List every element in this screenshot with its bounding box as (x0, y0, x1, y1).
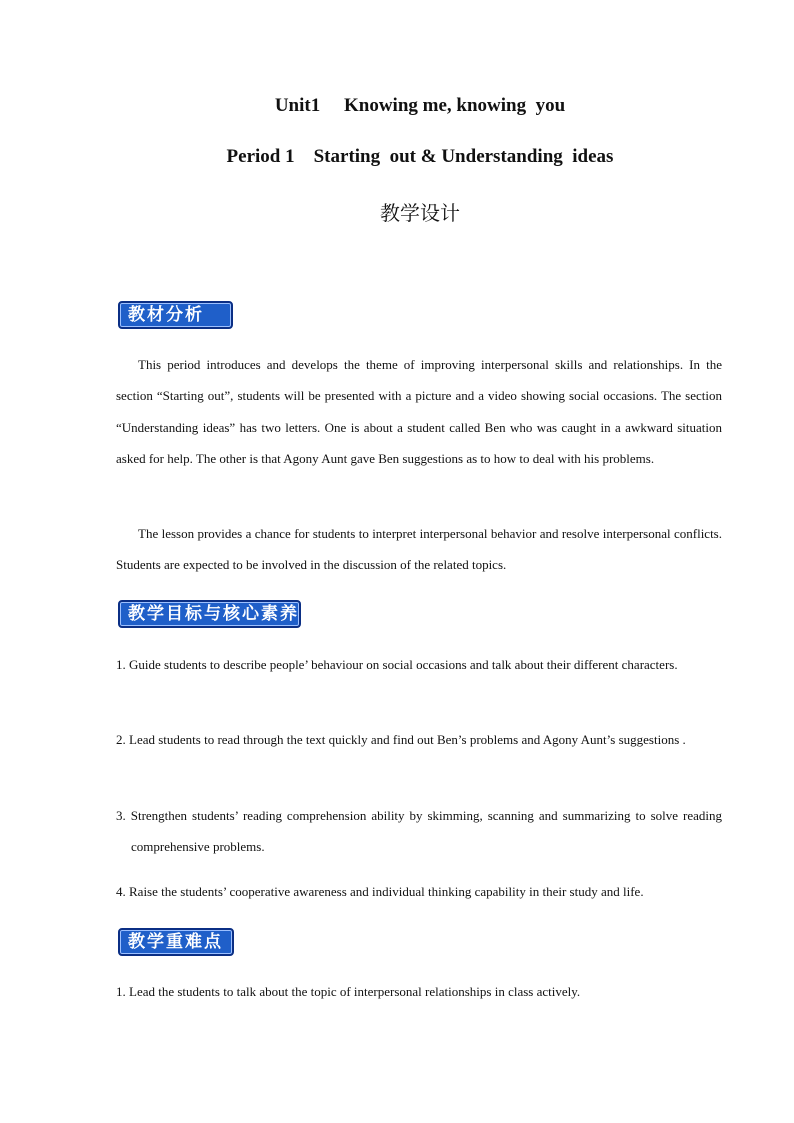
section-heading-key-points: 教学重难点 (118, 928, 234, 956)
analysis-paragraph: The lesson provides a chance for students to interpret interpersonal behavior and resolve interpersonal conflicts. Students are expected to be involved in the discussion of the related topics. (116, 526, 722, 573)
key-point-item: 1. Lead the students to talk about the topic of interpersonal relationships in class actively. (116, 984, 581, 999)
objective-item: 4. Raise the students’ cooperative awareness and individual thinking capability in their study and life. (116, 884, 644, 899)
objective-item: 3. Strengthen students’ reading comprehension ability by skimming, scanning and summarizing to solve reading comprehensive problems. (116, 808, 722, 855)
objective-item: 1. Guide students to describe people’ behaviour on social occasions and talk about their different characters. (116, 657, 678, 672)
section-heading-objectives: 教学目标与核心素养 (118, 600, 301, 628)
unit-title: Unit1 Knowing me, knowing you (274, 95, 566, 116)
period-title: Period 1 Starting out & Understanding ideas (226, 146, 614, 167)
document-type-title: 教学设计 (380, 201, 460, 225)
analysis-paragraph: This period introduces and develops the theme of improving interpersonal skills and relationships. In the section “Starting out”, students will be presented with a picture and a video showing social occasions. The section “Understanding ideas” has two letters. One is about a student called Ben who was caught in a awkward situation asked for help. The other is that Agony Aunt gave Ben suggestions as to how to deal with his problems. (116, 357, 722, 466)
section-heading-analysis: 教材分析 (118, 301, 233, 329)
objective-item: 2. Lead students to read through the text quickly and find out Ben’s problems and Agony Aunt’s suggestions . (116, 732, 686, 747)
